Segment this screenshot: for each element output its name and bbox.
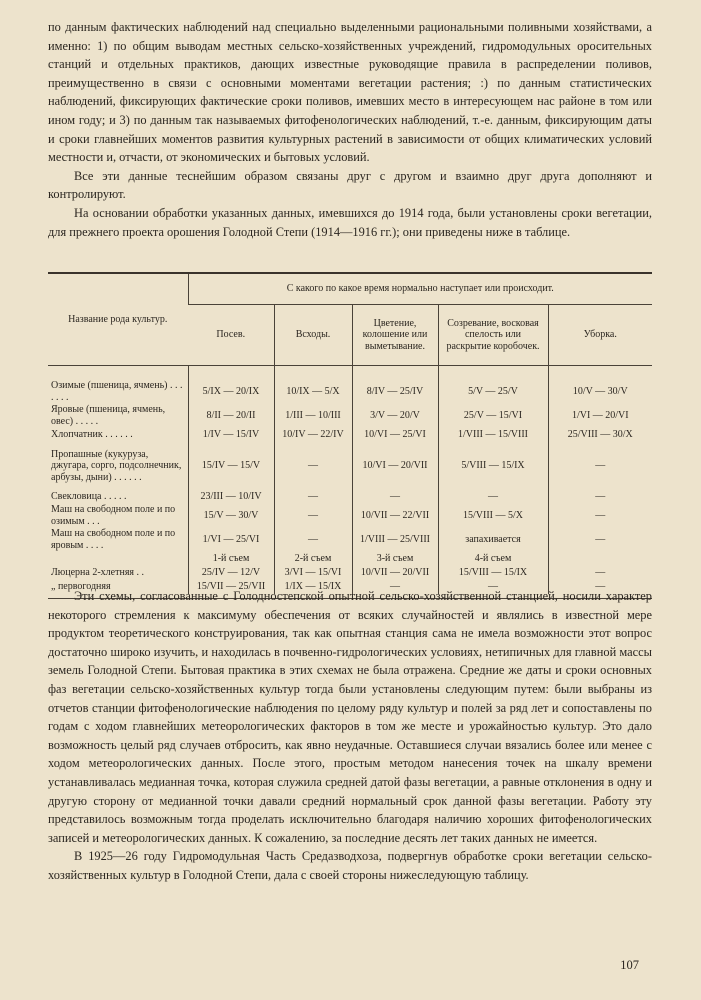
- crop-name: [48, 552, 188, 566]
- table-row: [48, 428, 652, 442]
- table-cell: 3/VI — 15/VI: [274, 566, 352, 580]
- table-cell: 10/VI — 20/VII: [352, 442, 438, 490]
- body-text: [48, 587, 652, 885]
- table-cell: —: [548, 442, 652, 490]
- column-header: Уборка.: [548, 305, 652, 366]
- table-cell: —: [352, 490, 438, 504]
- crop-name: Яровые (пшеница, ячмень, овес) . . . . .: [51, 404, 166, 427]
- table-cell: 3/V — 20/V: [352, 404, 438, 428]
- table-cell: 15/VIII — 5/X: [438, 504, 548, 528]
- paragraph: Эти схемы, согласованные с Голодностепской опытной сельско-хозяйственной станцией, носили характер некоторого стремления к максимуму обеспечения от всяких случайностей и являлись в известной мере продуктом теоретического конструирования, так как опытная станция сама не имела возможности этот вопрос достаточно широко изучить, и находилась в почвенно-гидрологических условиях, нетипичных для главной массы земель Голодной Степи. Бытовая практика в этих схемах не была отражена. Средние же даты и сроки основных фаз вегетации сельско-хозяйственных культур тогда были установлены следующим путем: были выбраны из отчетов станции фитофенологические наблюдения по целому ряду культур и полей за ряд лет и сопоставлены по годам с ходом главнейших метеорологических факторов в том же месте и урожайностью культур. Это дало возможность целый ряд случаев отбросить, как явно неудачные. Оставшиеся случаи вязались более или менее с ходом метеорологических данных. После этого, простым методом нанесения точек на шкалу времени устанавливалась медианная точка, которая служила средней датой фазы вегетации, а равные отклонения в одну и другую сторону от медианной точки давали средний нормальный срок данной фазы вегетации. Работу эту представилось возможным тогда проделать исключительно благодаря наличию хороших фитофенологических записей и метеорологических данных. К сожалению, за последние десять лет таких данных не имеется.: [48, 589, 652, 845]
- table-cell: 1-й съем: [188, 552, 274, 566]
- intro-text: [48, 18, 652, 241]
- table-row: [48, 552, 652, 566]
- table-row: [48, 442, 652, 490]
- table-cell: —: [352, 580, 438, 594]
- table-cell: 5/IX — 20/IX: [188, 380, 274, 404]
- table-cell: 25/V — 15/VI: [438, 404, 548, 428]
- table-cell: 1/VI — 20/VI: [548, 404, 652, 428]
- table-cell: 10/VI — 25/VI: [352, 428, 438, 442]
- table-row: [48, 528, 652, 552]
- table-cell: 10/IX — 5/X: [274, 380, 352, 404]
- table-cell: —: [274, 528, 352, 552]
- table-cell: 1/VIII — 15/VIII: [438, 428, 548, 442]
- column-header: Созревание, восковая спелость или раскрытие коробочек.: [438, 305, 548, 366]
- table-cell: 8/II — 20/II: [188, 404, 274, 428]
- column-header: Цветение, колошение или выметывание.: [352, 305, 438, 366]
- crop-name: Озимые (пшеница, ячмень) . . . . . . .: [51, 380, 183, 403]
- crop-name: Пропашные (кукуруза, джугара, сорго, подсолнечник, арбузы, дыни) . . . . . .: [51, 448, 182, 483]
- table-cell: 10/V — 30/V: [548, 380, 652, 404]
- table-cell: —: [274, 442, 352, 490]
- table-cell: —: [548, 566, 652, 580]
- table-cell: —: [438, 490, 548, 504]
- table-cell: —: [438, 580, 548, 594]
- table-cell: 15/IV — 15/V: [188, 442, 274, 490]
- table-row: [48, 566, 652, 580]
- table-cell: 3-й съем: [352, 552, 438, 566]
- page-number: 107: [620, 958, 639, 972]
- table-cell: 1/IV — 15/IV: [188, 428, 274, 442]
- table-cell: 15/VIII — 15/IX: [438, 566, 548, 580]
- table-cell: 15/VII — 25/VII: [188, 580, 274, 594]
- crop-name: Маш на свободном поле и по озимым . . .: [51, 504, 176, 527]
- table-cell: 5/VIII — 15/IX: [438, 442, 548, 490]
- group-header: С какого по какое время нормально наступает или происходит.: [188, 274, 652, 305]
- column-header: Всходы.: [274, 305, 352, 366]
- table-cell: —: [274, 490, 352, 504]
- paragraph: Все эти данные теснейшим образом связаны друг с другом и взаимно друг друга дополняют и контролируют.: [48, 168, 652, 202]
- crop-name: Люцерна 2-хлетняя . .: [51, 567, 145, 579]
- table-cell: запахивается: [438, 528, 548, 552]
- paragraph: В 1925—26 году Гидромодульная Часть Средазводхоза, подвергнув обработке сроки вегетации сельско-хозяйственных культур в Голодной Степи, дала с своей стороны нижеследующую таблицу.: [48, 849, 652, 882]
- table-row: [48, 490, 652, 504]
- table-cell: 1/IX — 15/IX: [274, 580, 352, 594]
- crop-name-header: Название рода культур.: [48, 274, 188, 366]
- paragraph: На основании обработки указанных данных, имевшихся до 1914 года, были установлены сроки вегетации, для прежнего проекта орошения Голодной Степи (1914—1916 гг.); они приведены ниже в таблице.: [48, 205, 652, 239]
- crop-name: Маш на свободном поле и по яровым . . . .: [51, 528, 176, 551]
- table-cell: —: [274, 504, 352, 528]
- table-cell: —: [548, 504, 652, 528]
- table-cell: 25/VIII — 30/X: [548, 428, 652, 442]
- table-row: [48, 504, 652, 528]
- table-row: [48, 404, 652, 428]
- crop-name: Хлопчатник . . . . . .: [51, 429, 133, 441]
- table-cell: 2-й съем: [274, 552, 352, 566]
- table-cell: 1/VIII — 25/VIII: [352, 528, 438, 552]
- vegetation-table: [48, 272, 652, 599]
- table-cell: 10/IV — 22/IV: [274, 428, 352, 442]
- crop-name: „ первогодняя: [51, 581, 111, 593]
- table-cell: 1/VI — 25/VI: [188, 528, 274, 552]
- column-header: Посев.: [188, 305, 274, 366]
- table-cell: —: [548, 580, 652, 594]
- table-cell: [548, 552, 652, 566]
- table-row: [48, 380, 652, 404]
- table-cell: 15/V — 30/V: [188, 504, 274, 528]
- table-cell: 10/VII — 20/VII: [352, 566, 438, 580]
- table-cell: 5/V — 25/V: [438, 380, 548, 404]
- paragraph: по данным фактических наблюдений над специально выделенными рациональными поливными хозяйствами, а именно: 1) по общим выводам местных сельско-хозяйственных учреждений, гидромодульных оросительных станций и отдельных практиков, дающих известные руководящие правила в распределении поливов, преимущественно в связи с основными моментами вегетации растения; :) по данным статистических наблюдений, фиксирующих фактические сроки поливов, имевших место в интересующем нас районе в том или ином году; и 3) по данным так называемых фитофенологических наблюдений, т.-е. данным, фиксирующим даты и сроки главнейших моментов развития культурных растений в зависимости от общих климатических условий местности и, отчасти, от экономических и бытовых условий.: [48, 20, 652, 165]
- table-cell: 8/IV — 25/IV: [352, 380, 438, 404]
- table-cell: 25/IV — 12/V: [188, 566, 274, 580]
- table-cell: 10/VII — 22/VII: [352, 504, 438, 528]
- table-cell: 4-й съем: [438, 552, 548, 566]
- table-cell: 23/III — 10/IV: [188, 490, 274, 504]
- table-cell: —: [548, 528, 652, 552]
- table-cell: —: [548, 490, 652, 504]
- table-cell: 1/III — 10/III: [274, 404, 352, 428]
- crop-name: Свекловица . . . . .: [51, 491, 127, 503]
